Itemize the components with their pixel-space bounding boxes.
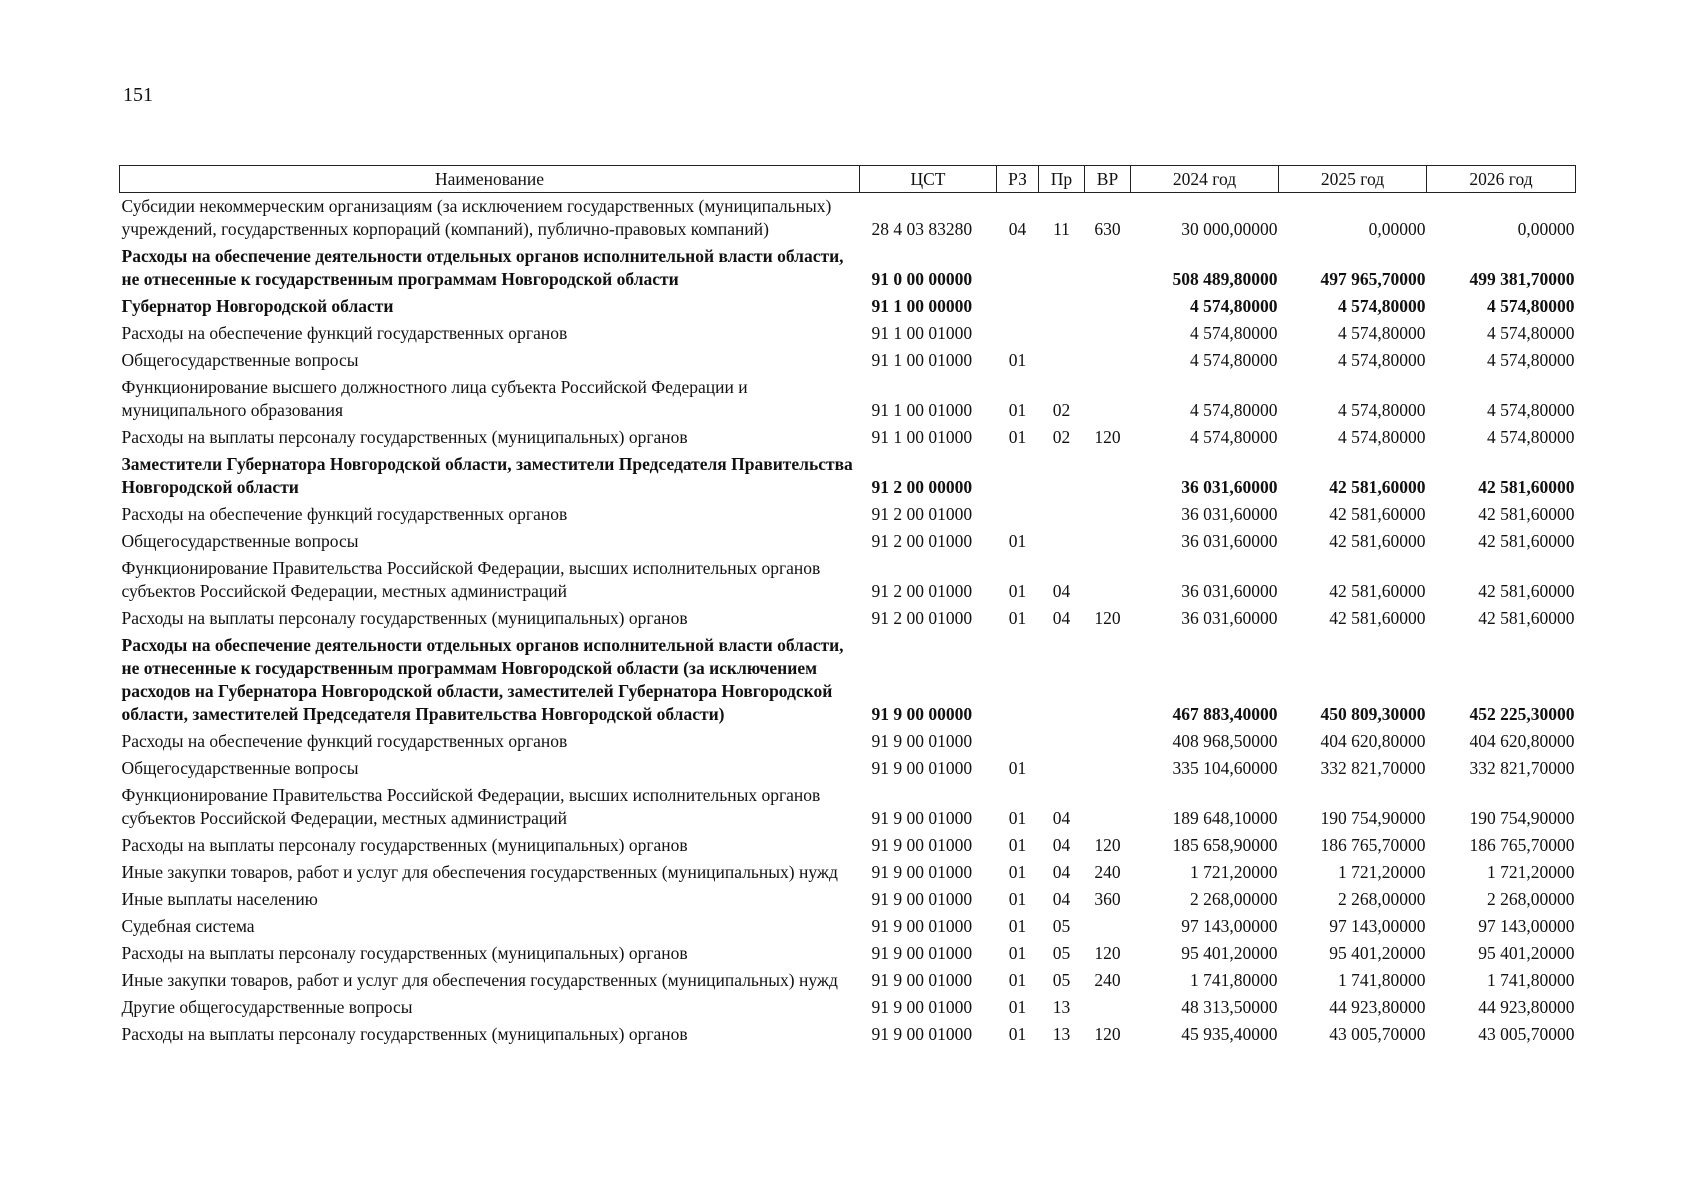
cell-name: Субсидии некоммерческим организациям (за исключением государственных (муниципальных) учреждений, государственных корпораций (компаний), публично-правовых компаний) — [121, 196, 832, 239]
cell-cst: 91 2 00 00000 — [871, 477, 973, 497]
cell-2025: 497 965,70000 — [1320, 269, 1426, 289]
cell-2025: 43 005,70000 — [1329, 1024, 1426, 1044]
cell-cst: 91 9 00 01000 — [871, 1024, 973, 1044]
cell-2025: 42 581,60000 — [1329, 477, 1426, 497]
cell-rz — [997, 320, 1039, 347]
cell-rz: 04 — [1008, 219, 1027, 239]
cell-2026: 0,00000 — [1517, 219, 1575, 239]
cell-2024: 36 031,60000 — [1181, 581, 1278, 601]
header-row — [120, 166, 1576, 193]
cell-pr — [1039, 347, 1085, 374]
cell-rz: 01 — [1008, 350, 1027, 370]
cell-cst: 91 1 00 01000 — [871, 350, 973, 370]
cell-2026: 42 581,60000 — [1478, 504, 1575, 524]
cell-vr — [1085, 782, 1131, 832]
table-row — [120, 451, 1576, 501]
cell-name: Общегосударственные вопросы — [121, 531, 359, 551]
cell-pr — [1039, 320, 1085, 347]
cell-2026: 4 574,80000 — [1487, 296, 1575, 316]
cell-pr — [1039, 243, 1085, 293]
cell-vr — [1085, 555, 1131, 605]
cell-rz: 01 — [1008, 608, 1027, 628]
header-rz: РЗ — [997, 166, 1039, 193]
cell-2025: 450 809,30000 — [1320, 704, 1426, 724]
table-row — [120, 320, 1576, 347]
cell-cst: 28 4 03 83280 — [871, 219, 973, 239]
cell-rz: 01 — [1008, 1024, 1027, 1044]
cell-vr — [1085, 374, 1131, 424]
cell-cst: 91 0 00 00000 — [871, 269, 973, 289]
cell-pr: 04 — [1052, 581, 1071, 601]
cell-cst: 91 2 00 01000 — [871, 581, 973, 601]
cell-cst: 91 9 00 01000 — [871, 758, 973, 778]
table-row — [120, 555, 1576, 605]
cell-pr: 05 — [1052, 916, 1071, 936]
cell-rz — [997, 451, 1039, 501]
cell-rz — [997, 243, 1039, 293]
cell-vr — [1085, 913, 1131, 940]
budget-table — [119, 165, 1576, 1048]
cell-2026: 44 923,80000 — [1478, 997, 1575, 1017]
header-cst: ЦСТ — [860, 166, 997, 193]
cell-cst: 91 2 00 01000 — [871, 504, 973, 524]
cell-2024: 36 031,60000 — [1181, 531, 1278, 551]
table-row — [120, 632, 1576, 728]
table-row — [120, 528, 1576, 555]
table-row — [120, 832, 1576, 859]
cell-2026: 42 581,60000 — [1478, 581, 1575, 601]
cell-name: Расходы на выплаты персоналу государственных (муниципальных) органов — [121, 427, 688, 447]
cell-2024: 1 741,80000 — [1190, 970, 1278, 990]
header-2024: 2024 год — [1131, 166, 1279, 193]
cell-name: Расходы на выплаты персоналу государственных (муниципальных) органов — [121, 608, 688, 628]
cell-2025: 4 574,80000 — [1338, 323, 1426, 343]
cell-2024: 508 489,80000 — [1172, 269, 1278, 289]
cell-name: Расходы на выплаты персоналу государственных (муниципальных) органов — [121, 943, 688, 963]
cell-2026: 499 381,70000 — [1469, 269, 1575, 289]
cell-2025: 4 574,80000 — [1338, 400, 1426, 420]
cell-2025: 95 401,20000 — [1329, 943, 1426, 963]
cell-2025: 1 741,80000 — [1338, 970, 1426, 990]
cell-name: Заместители Губернатора Новгородской области, заместители Председателя Правительства Новгородской области — [121, 454, 853, 497]
cell-2025: 332 821,70000 — [1320, 758, 1426, 778]
cell-pr — [1039, 451, 1085, 501]
table-row — [120, 293, 1576, 320]
cell-pr: 04 — [1052, 808, 1071, 828]
cell-cst: 91 9 00 01000 — [871, 916, 973, 936]
cell-2024: 467 883,40000 — [1172, 704, 1278, 724]
cell-2025: 186 765,70000 — [1320, 835, 1426, 855]
cell-2026: 4 574,80000 — [1487, 427, 1575, 447]
cell-2026: 186 765,70000 — [1469, 835, 1575, 855]
cell-pr: 04 — [1052, 835, 1071, 855]
cell-vr — [1085, 320, 1131, 347]
cell-rz — [997, 728, 1039, 755]
cell-rz: 01 — [1008, 531, 1027, 551]
cell-2025: 44 923,80000 — [1329, 997, 1426, 1017]
header-2025: 2025 год — [1279, 166, 1427, 193]
cell-2024: 30 000,00000 — [1181, 219, 1278, 239]
cell-vr: 120 — [1094, 427, 1121, 447]
cell-2026: 42 581,60000 — [1478, 477, 1575, 497]
header-pr: Пр — [1039, 166, 1085, 193]
cell-vr — [1085, 451, 1131, 501]
cell-rz: 01 — [1008, 400, 1027, 420]
cell-2025: 2 268,00000 — [1338, 889, 1426, 909]
cell-rz: 01 — [1008, 997, 1027, 1017]
table-row — [120, 501, 1576, 528]
cell-2024: 185 658,90000 — [1172, 835, 1278, 855]
cell-2024: 48 313,50000 — [1181, 997, 1278, 1017]
cell-name: Расходы на обеспечение функций государственных органов — [121, 731, 568, 751]
cell-name: Общегосударственные вопросы — [121, 350, 359, 370]
cell-2025: 4 574,80000 — [1338, 427, 1426, 447]
cell-2025: 0,00000 — [1368, 219, 1426, 239]
table-row — [120, 940, 1576, 967]
cell-rz: 01 — [1008, 889, 1027, 909]
cell-2026: 332 821,70000 — [1469, 758, 1575, 778]
cell-vr: 120 — [1094, 943, 1121, 963]
cell-2024: 2 268,00000 — [1190, 889, 1278, 909]
cell-pr — [1039, 293, 1085, 320]
table-row — [120, 755, 1576, 782]
cell-rz: 01 — [1008, 862, 1027, 882]
cell-2026: 2 268,00000 — [1487, 889, 1575, 909]
cell-cst: 91 9 00 01000 — [871, 731, 973, 751]
cell-2024: 1 721,20000 — [1190, 862, 1278, 882]
cell-vr: 120 — [1094, 835, 1121, 855]
cell-2026: 1 721,20000 — [1487, 862, 1575, 882]
cell-name: Губернатор Новгородской области — [121, 296, 394, 316]
cell-vr — [1085, 501, 1131, 528]
cell-2025: 42 581,60000 — [1329, 531, 1426, 551]
table-row — [120, 347, 1576, 374]
cell-2024: 45 935,40000 — [1181, 1024, 1278, 1044]
cell-rz — [997, 501, 1039, 528]
cell-cst: 91 9 00 00000 — [871, 704, 973, 724]
table-row — [120, 193, 1576, 244]
cell-rz: 01 — [1008, 581, 1027, 601]
cell-vr: 120 — [1094, 608, 1121, 628]
cell-vr — [1085, 293, 1131, 320]
header-vr: ВР — [1085, 166, 1131, 193]
table-row — [120, 782, 1576, 832]
cell-name: Расходы на выплаты персоналу государственных (муниципальных) органов — [121, 1024, 688, 1044]
cell-2024: 4 574,80000 — [1190, 296, 1278, 316]
cell-2026: 190 754,90000 — [1469, 808, 1575, 828]
cell-pr — [1039, 501, 1085, 528]
cell-name: Расходы на обеспечение деятельности отдельных органов исполнительной власти области, не отнесенные к государственным программам Новгородской области — [121, 246, 844, 289]
cell-cst: 91 9 00 01000 — [871, 997, 973, 1017]
table-row — [120, 424, 1576, 451]
cell-name: Судебная система — [121, 916, 255, 936]
cell-2026: 95 401,20000 — [1478, 943, 1575, 963]
cell-pr: 04 — [1052, 608, 1071, 628]
cell-pr: 13 — [1052, 997, 1071, 1017]
cell-cst: 91 9 00 01000 — [871, 970, 973, 990]
cell-2026: 1 741,80000 — [1487, 970, 1575, 990]
cell-2024: 97 143,00000 — [1181, 916, 1278, 936]
cell-name: Общегосударственные вопросы — [121, 758, 359, 778]
cell-name: Расходы на обеспечение функций государственных органов — [121, 323, 568, 343]
cell-pr — [1039, 728, 1085, 755]
cell-rz: 01 — [1008, 916, 1027, 936]
cell-vr — [1085, 347, 1131, 374]
cell-pr: 04 — [1052, 862, 1071, 882]
cell-pr: 11 — [1053, 219, 1070, 239]
cell-vr: 360 — [1094, 889, 1121, 909]
cell-cst: 91 9 00 01000 — [871, 943, 973, 963]
cell-rz — [997, 293, 1039, 320]
table-body — [120, 193, 1576, 1049]
cell-2026: 4 574,80000 — [1487, 400, 1575, 420]
cell-cst: 91 1 00 01000 — [871, 323, 973, 343]
cell-2024: 4 574,80000 — [1190, 400, 1278, 420]
cell-rz: 01 — [1008, 758, 1027, 778]
cell-rz: 01 — [1008, 808, 1027, 828]
cell-cst: 91 1 00 00000 — [871, 296, 973, 316]
cell-2026: 452 225,30000 — [1469, 704, 1575, 724]
cell-2025: 4 574,80000 — [1338, 350, 1426, 370]
cell-cst: 91 2 00 01000 — [871, 608, 973, 628]
cell-pr: 13 — [1052, 1024, 1071, 1044]
cell-2026: 42 581,60000 — [1478, 531, 1575, 551]
cell-2024: 36 031,60000 — [1181, 608, 1278, 628]
cell-cst: 91 9 00 01000 — [871, 835, 973, 855]
cell-cst: 91 9 00 01000 — [871, 808, 973, 828]
cell-2025: 42 581,60000 — [1329, 581, 1426, 601]
cell-pr: 02 — [1052, 427, 1071, 447]
cell-pr: 02 — [1052, 400, 1071, 420]
table-row — [120, 1021, 1576, 1048]
cell-rz — [997, 632, 1039, 728]
table-row — [120, 886, 1576, 913]
cell-cst: 91 1 00 01000 — [871, 427, 973, 447]
cell-2025: 190 754,90000 — [1320, 808, 1426, 828]
table-header — [120, 166, 1576, 193]
cell-2024: 189 648,10000 — [1172, 808, 1278, 828]
table-row — [120, 967, 1576, 994]
header-2026: 2026 год — [1427, 166, 1576, 193]
cell-2024: 4 574,80000 — [1190, 427, 1278, 447]
cell-vr: 240 — [1094, 862, 1121, 882]
cell-2025: 42 581,60000 — [1329, 504, 1426, 524]
cell-name: Расходы на выплаты персоналу государственных (муниципальных) органов — [121, 835, 688, 855]
cell-2024: 36 031,60000 — [1181, 504, 1278, 524]
cell-2026: 97 143,00000 — [1478, 916, 1575, 936]
cell-pr: 05 — [1052, 970, 1071, 990]
cell-name: Функционирование Правительства Российской Федерации, высших исполнительных органов субъектов Российской Федерации, местных администраций — [121, 558, 821, 601]
cell-2025: 97 143,00000 — [1329, 916, 1426, 936]
cell-pr — [1039, 528, 1085, 555]
page-number: 151 — [123, 84, 153, 106]
cell-name: Расходы на обеспечение деятельности отдельных органов исполнительной власти области, не отнесенные к государственным программам Новгородской области (за исключением расходов на Губернатора Новгородской области, заместителей Губернатора Новгородской области, заместителей Председателя Правительства Новгородской области) — [121, 635, 844, 724]
cell-cst: 91 2 00 01000 — [871, 531, 973, 551]
cell-vr: 120 — [1094, 1024, 1121, 1044]
cell-vr: 630 — [1094, 219, 1121, 239]
cell-name: Другие общегосударственные вопросы — [121, 997, 413, 1017]
cell-name: Иные выплаты населению — [121, 889, 318, 909]
cell-name: Функционирование Правительства Российской Федерации, высших исполнительных органов субъектов Российской Федерации, местных администраций — [121, 785, 821, 828]
cell-2024: 335 104,60000 — [1172, 758, 1278, 778]
cell-vr — [1085, 994, 1131, 1021]
cell-2026: 404 620,80000 — [1469, 731, 1575, 751]
cell-2024: 4 574,80000 — [1190, 323, 1278, 343]
cell-vr — [1085, 632, 1131, 728]
table-row — [120, 374, 1576, 424]
cell-name: Иные закупки товаров, работ и услуг для обеспечения государственных (муниципальных) нужд — [121, 862, 838, 882]
table-row — [120, 728, 1576, 755]
cell-vr: 240 — [1094, 970, 1121, 990]
cell-2025: 404 620,80000 — [1320, 731, 1426, 751]
cell-name: Функционирование высшего должностного лица субъекта Российской Федерации и муниципального образования — [121, 377, 748, 420]
cell-2025: 4 574,80000 — [1338, 296, 1426, 316]
cell-2026: 42 581,60000 — [1478, 608, 1575, 628]
cell-2024: 408 968,50000 — [1172, 731, 1278, 751]
cell-2024: 36 031,60000 — [1181, 477, 1278, 497]
cell-2026: 43 005,70000 — [1478, 1024, 1575, 1044]
cell-rz: 01 — [1008, 835, 1027, 855]
cell-rz: 01 — [1008, 427, 1027, 447]
table-row — [120, 859, 1576, 886]
cell-name: Расходы на обеспечение функций государственных органов — [121, 504, 568, 524]
cell-2024: 4 574,80000 — [1190, 350, 1278, 370]
table-row — [120, 243, 1576, 293]
cell-pr — [1039, 755, 1085, 782]
cell-2026: 4 574,80000 — [1487, 350, 1575, 370]
cell-2024: 95 401,20000 — [1181, 943, 1278, 963]
table-row — [120, 994, 1576, 1021]
table-row — [120, 605, 1576, 632]
table-row — [120, 913, 1576, 940]
cell-vr — [1085, 755, 1131, 782]
cell-2025: 42 581,60000 — [1329, 608, 1426, 628]
cell-pr: 04 — [1052, 889, 1071, 909]
cell-2026: 4 574,80000 — [1487, 323, 1575, 343]
cell-cst: 91 9 00 01000 — [871, 862, 973, 882]
cell-rz: 01 — [1008, 943, 1027, 963]
cell-pr — [1039, 632, 1085, 728]
cell-name: Иные закупки товаров, работ и услуг для обеспечения государственных (муниципальных) нужд — [121, 970, 838, 990]
header-name: Наименование — [120, 166, 860, 193]
cell-rz: 01 — [1008, 970, 1027, 990]
cell-cst: 91 9 00 01000 — [871, 889, 973, 909]
cell-cst: 91 1 00 01000 — [871, 400, 973, 420]
cell-vr — [1085, 728, 1131, 755]
cell-vr — [1085, 528, 1131, 555]
cell-vr — [1085, 243, 1131, 293]
cell-2025: 1 721,20000 — [1338, 862, 1426, 882]
cell-pr: 05 — [1052, 943, 1071, 963]
